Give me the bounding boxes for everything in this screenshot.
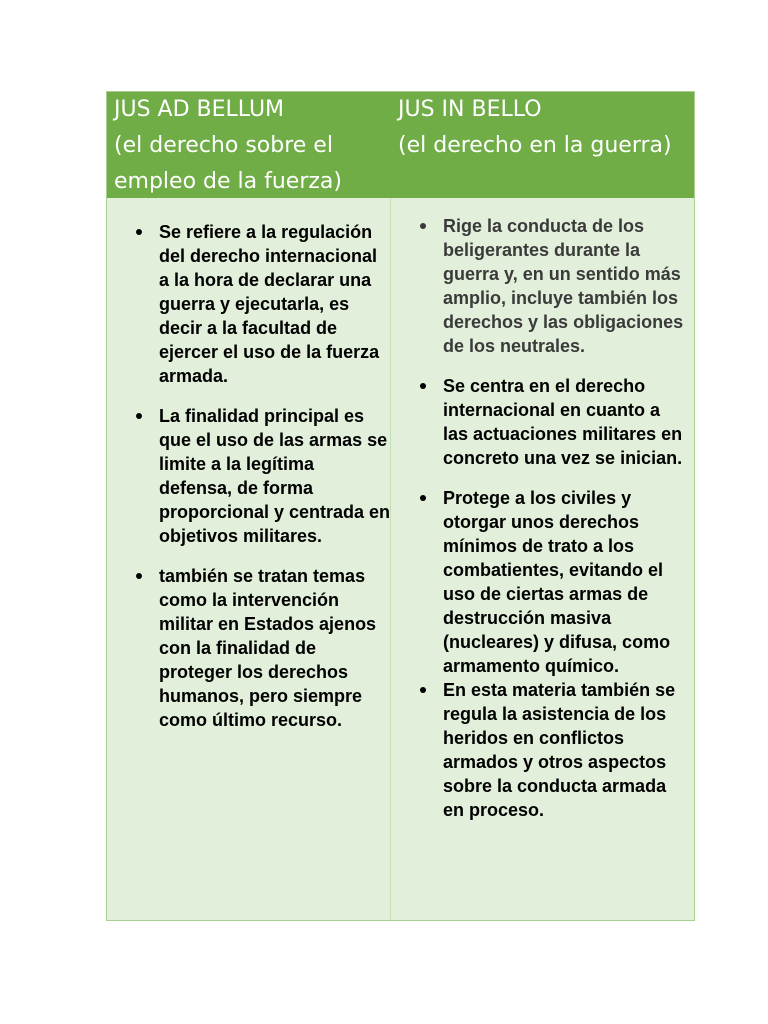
list-item-text: Rige la conducta de los beligerantes durante la guerra y, en un sentido más amplio, incluye también los derechos y las obligaciones de los neutrales.: [443, 216, 684, 356]
list-item-text: también se tratan temas como la intervención militar en Estados ajenos con la finalidad de proteger los derechos humanos, pero siempre como último recurso.: [159, 566, 377, 730]
column-body-right: [391, 198, 694, 920]
list-item-text: La finalidad principal es que el uso de las armas se limite a la legítima defensa, de forma proporcional y centrada en objetivos militares.: [159, 406, 391, 546]
bullet-icon: [420, 495, 426, 501]
list-item: [443, 678, 689, 822]
header-subtitle-left-line1: (el derecho sobre el: [114, 133, 333, 158]
list-item: [159, 404, 391, 548]
bullet-list-right: [443, 214, 689, 838]
bullet-list-left: [159, 220, 391, 748]
bullet-icon: [136, 229, 142, 235]
header-title-left: JUS AD BELLUM: [114, 97, 285, 122]
column-body-left: [107, 198, 391, 920]
header-jus-in-bello: [391, 92, 694, 198]
header-jus-ad-bellum: [107, 92, 391, 198]
bullet-icon: [136, 573, 142, 579]
bullet-icon: [136, 413, 142, 419]
comparison-table: [106, 91, 695, 921]
list-item: [443, 374, 689, 470]
list-item-text: En esta materia también se regula la asistencia de los heridos en conflictos armados y otros aspectos sobre la conducta armada en proceso.: [443, 680, 676, 820]
list-item-text: Se centra en el derecho internacional en cuanto a las actuaciones militares en concreto una vez se inician.: [443, 376, 683, 468]
bullet-icon: [420, 383, 426, 389]
header-subtitle-left-line2: empleo de la fuerza): [114, 169, 342, 194]
bullet-icon: [420, 223, 426, 229]
list-item: [159, 220, 391, 388]
list-item-text: Se refiere a la regulación del derecho internacional a la hora de declarar una guerra y ejecutarla, es decir a la facultad de ejercer el uso de la fuerza armada.: [159, 222, 380, 386]
bullet-icon: [420, 687, 426, 693]
list-item: [443, 486, 689, 678]
list-item-text: Protege a los civiles y otorgar unos derechos mínimos de trato a los combatientes, evitando el uso de ciertas armas de destrucción masiva (nucleares) y difusa, como armamento químico.: [443, 488, 671, 676]
list-item: [159, 564, 391, 732]
header-title-right: JUS IN BELLO: [398, 97, 542, 122]
list-item: [443, 214, 689, 358]
header-subtitle-right: (el derecho en la guerra): [398, 133, 672, 158]
